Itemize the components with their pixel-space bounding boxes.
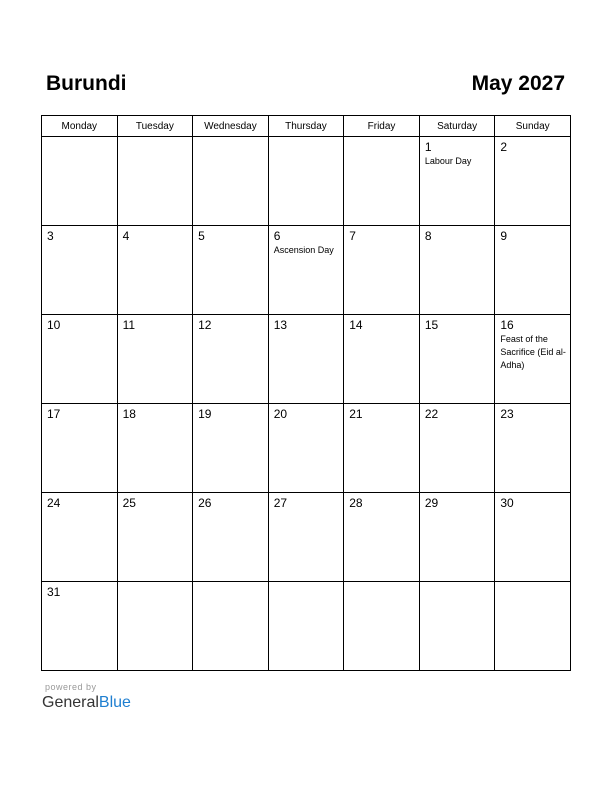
day-cell <box>495 315 571 404</box>
day-number: 28 <box>349 496 363 510</box>
day-cell <box>419 137 495 226</box>
day-cell <box>419 315 495 404</box>
day-cell <box>193 493 269 582</box>
day-number: 29 <box>424 496 439 510</box>
day-number: 24 <box>47 496 61 510</box>
day-cell <box>268 493 344 582</box>
day-cell <box>495 404 571 493</box>
day-number: 31 <box>47 585 61 599</box>
month-year-title: May 2027 <box>471 72 565 95</box>
day-number: 22 <box>424 407 439 421</box>
week-row <box>42 226 571 315</box>
day-number: 8 <box>424 229 432 243</box>
day-number <box>269 137 344 140</box>
day-cell <box>117 315 193 404</box>
day-number: 5 <box>198 229 205 243</box>
day-number: 30 <box>500 496 514 510</box>
day-cell <box>42 493 118 582</box>
day-cell <box>193 582 269 671</box>
day-cell <box>117 226 193 315</box>
day-cell <box>117 404 193 493</box>
day-number <box>193 582 268 585</box>
day-cell <box>117 137 193 226</box>
day-number <box>495 582 570 585</box>
day-number: 12 <box>198 318 212 332</box>
day-number: 11 <box>122 318 136 332</box>
day-cell <box>419 404 495 493</box>
day-cell <box>193 315 269 404</box>
day-number: 20 <box>273 407 288 421</box>
day-cell <box>117 493 193 582</box>
weekday-header: Tuesday <box>117 116 193 137</box>
day-number <box>269 582 344 585</box>
week-row <box>42 582 571 671</box>
day-cell <box>193 137 269 226</box>
day-cell <box>42 137 118 226</box>
day-cell <box>268 226 344 315</box>
day-number: 23 <box>500 407 514 421</box>
day-number: 2 <box>500 140 508 154</box>
holiday-label: Ascension Day <box>273 245 334 255</box>
day-number: 6 <box>273 229 281 243</box>
day-cell <box>344 582 420 671</box>
week-row <box>42 493 571 582</box>
week-row <box>42 137 571 226</box>
day-cell <box>117 582 193 671</box>
day-number: 25 <box>122 496 136 510</box>
day-cell <box>268 137 344 226</box>
day-number <box>118 137 193 140</box>
weekday-header: Sunday <box>495 116 571 137</box>
day-cell <box>42 404 118 493</box>
day-number: 3 <box>47 229 54 243</box>
day-number: 26 <box>198 496 212 510</box>
country-title: Burundi <box>46 72 127 95</box>
day-number: 14 <box>349 318 363 332</box>
day-number: 13 <box>273 318 288 332</box>
day-number: 15 <box>424 318 439 332</box>
day-cell <box>344 315 420 404</box>
day-number: 9 <box>500 229 508 243</box>
day-cell <box>344 137 420 226</box>
holiday-label: Feast of the Sacrifice (Eid al-Adha) <box>500 334 566 370</box>
weekday-header: Thursday <box>268 116 344 137</box>
day-cell <box>344 226 420 315</box>
day-cell <box>495 493 571 582</box>
powered-by-label: powered by <box>45 682 97 692</box>
weekday-header: Saturday <box>419 116 495 137</box>
day-cell <box>193 226 269 315</box>
day-cell <box>42 315 118 404</box>
day-cell <box>495 226 571 315</box>
day-cell <box>193 404 269 493</box>
week-row <box>42 404 571 493</box>
day-cell <box>268 404 344 493</box>
day-cell <box>495 137 571 226</box>
day-number: 10 <box>47 318 61 332</box>
day-number: 7 <box>349 229 356 243</box>
day-number: 16 <box>500 318 514 332</box>
day-cell <box>42 582 118 671</box>
brand-blue-text: Blue <box>98 694 131 711</box>
day-number <box>344 137 419 140</box>
day-cell <box>419 226 495 315</box>
brand-general-text: General <box>42 694 99 711</box>
day-number <box>42 137 117 140</box>
weekday-header: Friday <box>344 116 420 137</box>
day-cell <box>344 493 420 582</box>
day-number: 17 <box>47 407 61 421</box>
day-number <box>420 582 495 585</box>
day-number <box>193 137 268 140</box>
day-number <box>344 582 419 585</box>
weekday-header: Wednesday <box>193 116 269 137</box>
week-row <box>42 315 571 404</box>
day-number: 4 <box>122 229 130 243</box>
generalblue-logo[interactable] <box>42 694 131 712</box>
day-number: 27 <box>273 496 288 510</box>
day-number: 18 <box>122 407 136 421</box>
weekday-header-row <box>42 116 571 137</box>
day-cell <box>268 582 344 671</box>
day-cell <box>344 404 420 493</box>
day-cell <box>268 315 344 404</box>
calendar-grid <box>41 115 571 671</box>
day-cell <box>419 493 495 582</box>
day-number <box>118 582 193 585</box>
day-cell <box>495 582 571 671</box>
day-number: 1 <box>424 140 432 154</box>
day-cell <box>42 226 118 315</box>
holiday-label: Labour Day <box>424 156 472 166</box>
day-cell <box>419 582 495 671</box>
day-number: 21 <box>349 407 363 421</box>
weekday-header: Monday <box>42 116 118 137</box>
day-number: 19 <box>198 407 212 421</box>
